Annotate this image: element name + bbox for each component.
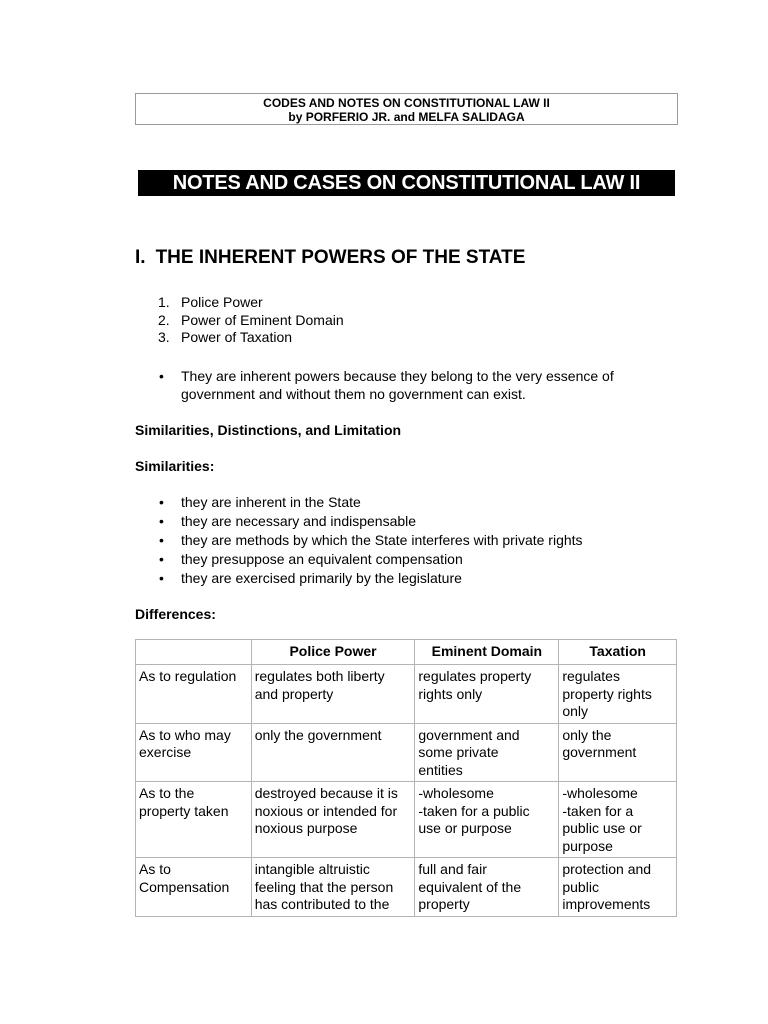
table-header-cell: Taxation [559, 640, 677, 665]
list-item-label: Police Power [181, 294, 263, 310]
section-heading [135, 246, 525, 270]
header-title: CODES AND NOTES ON CONSTITUTIONAL LAW II [263, 96, 550, 110]
header-authors: by PORFERIO JR. and MELFA SALIDAGA [288, 110, 525, 124]
table-row [136, 723, 677, 782]
list-item-label: they are methods by which the State interferes with private rights [181, 532, 583, 548]
table-header-cell: Police Power [251, 640, 415, 665]
list-item [158, 312, 344, 330]
list-item [158, 569, 583, 587]
list-item [158, 294, 344, 312]
differences-table [135, 639, 677, 917]
table-cell: intangible altruistic feeling that the person has contributed to the [251, 858, 415, 917]
table-row-label: As to regulation [136, 665, 252, 724]
document-header [135, 93, 678, 125]
table-row-label: As to Compensation [136, 858, 252, 917]
subheading: Similarities, Distinctions, and Limitation [135, 422, 402, 438]
note-line: government and without them no government can exist. [181, 386, 526, 402]
table-header-cell: Eminent Domain [415, 640, 559, 665]
list-item-number: 1. [158, 294, 170, 310]
list-item-label: Power of Taxation [181, 329, 293, 345]
list-item-number: 2. [158, 311, 170, 328]
table-row [136, 665, 677, 724]
table-row [136, 782, 677, 858]
list-item [158, 367, 614, 403]
bullet-icon: • [159, 494, 164, 510]
table-cell: only the government [559, 723, 677, 782]
bullet-icon: • [159, 368, 164, 384]
bullet-icon: • [159, 551, 164, 567]
table-row-label: As to who may exercise [136, 723, 252, 782]
table-cell: destroyed because it is noxious or intended for noxious purpose [251, 782, 415, 858]
list-item [158, 512, 583, 530]
table-row [136, 858, 677, 917]
table-cell: government and some private entities [415, 723, 559, 782]
note-line: They are inherent powers because they belong to the very essence of [181, 368, 614, 384]
list-item [158, 531, 583, 549]
list-item-label: they are inherent in the State [181, 494, 361, 510]
powers-list [158, 294, 344, 347]
table-cell: -wholesome -taken for a public use or purpose [559, 782, 677, 858]
list-item-label: they are necessary and indispensable [181, 513, 417, 529]
list-item-number: 3. [158, 329, 170, 345]
list-item [158, 493, 583, 511]
table-cell: regulates property rights only [559, 665, 677, 724]
differences-heading: Differences: [135, 606, 216, 622]
document-banner-title: NOTES AND CASES ON CONSTITUTIONAL LAW II [138, 170, 675, 196]
bullet-icon: • [159, 570, 164, 586]
list-item [158, 550, 583, 568]
table-cell: protection and public improvements [559, 858, 677, 917]
bullet-icon: • [159, 513, 164, 529]
table-cell: only the government [251, 723, 415, 782]
similarities-list [158, 493, 583, 587]
list-item-label: they are exercised primarily by the legislature [181, 570, 462, 586]
table-cell: regulates both liberty and property [251, 665, 415, 724]
table-cell: -wholesome -taken for a public use or purpose [415, 782, 559, 858]
bullet-icon: • [159, 532, 164, 548]
list-item-label: Power of Eminent Domain [181, 311, 344, 328]
table-cell: full and fair equivalent of the property [415, 858, 559, 917]
table-row-label: As to the property taken [136, 782, 252, 858]
table-header-row [136, 640, 677, 665]
list-item [158, 329, 344, 347]
table-cell: regulates property rights only [415, 665, 559, 724]
list-item-label: they presuppose an equivalent compensation [181, 551, 463, 567]
similarities-heading: Similarities: [135, 458, 215, 474]
section-number: I. [135, 247, 146, 268]
table-header-cell [136, 640, 252, 665]
inherent-note [158, 367, 614, 403]
section-title: THE INHERENT POWERS OF THE STATE [155, 247, 526, 268]
